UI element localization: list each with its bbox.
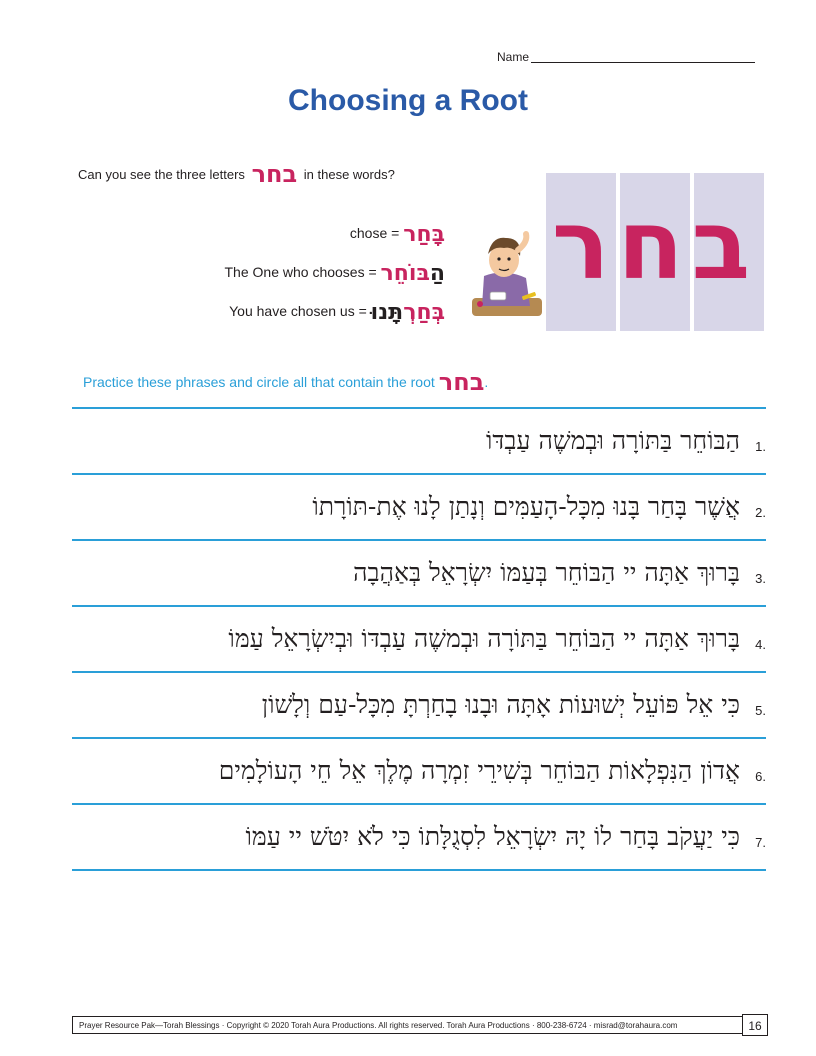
page-footer: Prayer Resource Pak—Torah Blessings · Copyright © 2020 Torah Aura Productions. All rights reserved. Torah Aura Productions · 800-238-6724 · misrad@torahaura.com <box>72 1016 742 1034</box>
practice-instruction <box>83 368 488 396</box>
question-after: in these words? <box>303 167 395 182</box>
definition-chooser <box>225 261 446 286</box>
instruction-text: Practice these phrases and circle all that contain the root <box>83 374 435 390</box>
phrase-hebrew[interactable]: הַבּוֹחֵר בַּתּוֹרָה וּבְמשֶׁה עַבְדּוֹ <box>485 426 740 455</box>
name-blank-line <box>531 62 755 63</box>
phrase-hebrew[interactable]: אֲדוֹן הַנִּפְלָאוֹת הַבּוֹחֵר בְּשִׁירֵי זִמְרָה מֶלֶךְ אֵל חֵי הָעוֹלָמִים <box>218 756 740 785</box>
definition-hebrew <box>371 300 445 325</box>
instruction-end: . <box>484 374 489 390</box>
phrase-number: 6. <box>755 768 766 784</box>
definition-english: You have chosen us = <box>229 303 367 319</box>
question-before: Can you see the three letters <box>78 167 245 182</box>
instruction-root: בחר <box>438 368 485 396</box>
phrase-hebrew[interactable]: כִּי יַעֲקֹב בָּחַר לוֹ יָהּ יִשְׂרָאֵל לִסְגֻלָּתוֹ כִּי לֹא יִטֹּשׁ יי עַמּוֹ <box>245 822 740 851</box>
phrase-row-7[interactable] <box>72 805 766 869</box>
definition-chosen-us <box>229 300 445 325</box>
root-tile-letters: בחר <box>551 189 759 301</box>
definition-english: The One who chooses = <box>224 264 377 280</box>
definition-hebrew: בָּחַר <box>403 222 445 247</box>
page-number: 16 <box>742 1014 768 1036</box>
definition-suffix: תָּנוּ <box>370 300 404 325</box>
row-divider <box>72 869 766 871</box>
question-root: בחר <box>251 160 298 188</box>
phrase-row-6[interactable] <box>72 739 766 803</box>
definition-root: בְּחַרְ <box>403 300 445 325</box>
name-field[interactable] <box>497 50 755 64</box>
phrase-number: 7. <box>755 834 766 850</box>
definition-chose <box>350 222 445 247</box>
phrase-row-4[interactable] <box>72 607 766 671</box>
phrase-number: 1. <box>755 438 766 454</box>
phrase-number: 2. <box>755 504 766 520</box>
phrase-row-2[interactable] <box>72 475 766 539</box>
phrase-hebrew[interactable]: אֲשֶׁר בָּחַר בָּנוּ מִכָּל-הָעַמִּים וְנָתַן לָנוּ אֶת-תּוֹרָתוֹ <box>312 492 740 521</box>
definition-hebrew <box>381 261 445 286</box>
page-title: Choosing a Root <box>288 84 528 117</box>
phrase-number: 5. <box>755 702 766 718</box>
question-line <box>78 160 395 188</box>
definition-prefix: הַ <box>429 261 445 286</box>
definition-root: בּוֹחֵר <box>380 261 430 286</box>
phrase-row-5[interactable] <box>72 673 766 737</box>
name-label: Name <box>497 50 530 64</box>
definition-english: chose = <box>349 225 400 241</box>
phrase-hebrew[interactable]: כִּי אֵל פּוֹעֵל יְשׁוּעוֹת אָתָּה וּבָנוּ בָחַרְתָּ מִכָּל-עַם וְלָשׁוֹן <box>261 690 740 719</box>
phrase-row-3[interactable] <box>72 541 766 605</box>
phrase-hebrew[interactable]: בָּרוּךְ אַתָּה יי הַבּוֹחֵר בַּתּוֹרָה וּבְמשֶׁה עַבְדּוֹ וּבְיִשְׂרָאֵל עַמּוֹ <box>228 624 740 653</box>
thinking-boy-illustration <box>470 228 544 320</box>
phrase-hebrew[interactable]: בָּרוּךְ אַתָּה יי הַבּוֹחֵר בְּעַמּוֹ יִשְׂרָאֵל בְּאַהֲבָה <box>353 558 740 587</box>
phrase-number: 4. <box>755 636 766 652</box>
phrase-number: 3. <box>755 570 766 586</box>
phrase-row-1[interactable] <box>72 409 766 473</box>
